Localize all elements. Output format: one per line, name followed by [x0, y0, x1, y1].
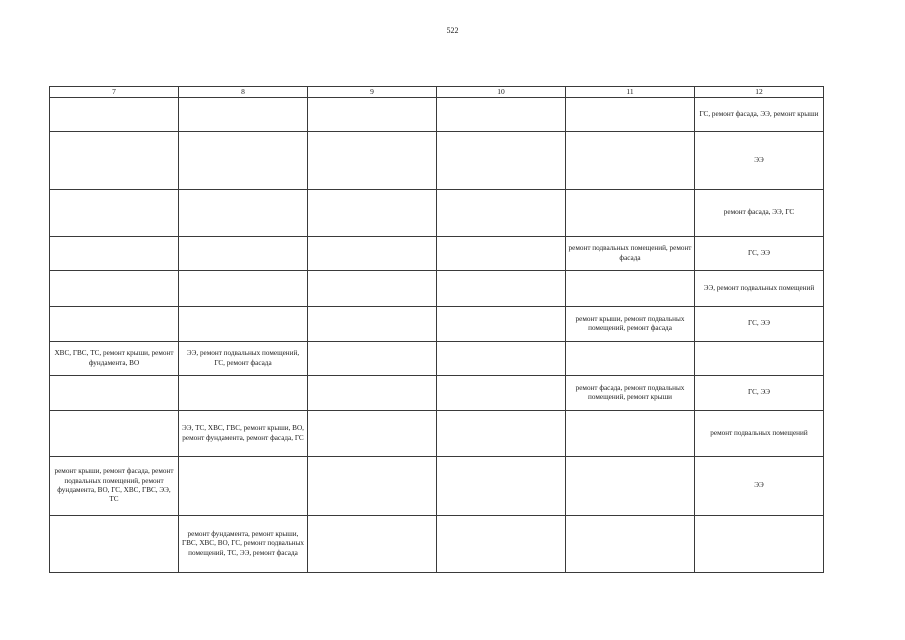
table-row [50, 342, 824, 376]
table-cell [437, 411, 566, 457]
table-cell [50, 190, 179, 237]
table-cell [437, 237, 566, 271]
table-row [50, 411, 824, 457]
table-cell [566, 132, 695, 190]
table-cell [308, 190, 437, 237]
table-cell: ремонт крыши, ремонт фасада, ремонт подвальных помещений, ремонт фундамента, ВО, ГС, ХВС, ГВС, ЭЭ, ТС [50, 457, 179, 516]
table-row [50, 190, 824, 237]
table-cell [437, 98, 566, 132]
table-cell [566, 516, 695, 573]
column-header-11: 11 [566, 87, 695, 98]
table-cell [50, 307, 179, 342]
works-table [49, 86, 824, 573]
table-cell [437, 457, 566, 516]
table-cell [437, 190, 566, 237]
table-cell [179, 98, 308, 132]
table-cell: ГС, ЭЭ [695, 237, 824, 271]
table-cell [179, 376, 308, 411]
table-row [50, 457, 824, 516]
table-cell [437, 307, 566, 342]
table-cell [308, 516, 437, 573]
table-cell [308, 271, 437, 307]
table-cell [566, 411, 695, 457]
table-cell [50, 98, 179, 132]
table-cell [566, 98, 695, 132]
table-cell [179, 271, 308, 307]
table-cell: ремонт подвальных помещений [695, 411, 824, 457]
table-cell [437, 342, 566, 376]
table-cell [308, 457, 437, 516]
table-cell [308, 376, 437, 411]
table-cell: ЭЭ, ремонт подвальных помещений, ГС, ремонт фасада [179, 342, 308, 376]
column-header-8: 8 [179, 87, 308, 98]
table-cell: ремонт крыши, ремонт подвальных помещений, ремонт фасада [566, 307, 695, 342]
table-cell: ремонт фасада, ЭЭ, ГС [695, 190, 824, 237]
table-cell: ремонт подвальных помещений, ремонт фасада [566, 237, 695, 271]
table-cell [50, 271, 179, 307]
column-header-10: 10 [437, 87, 566, 98]
table-row [50, 237, 824, 271]
table-cell: ГС, ЭЭ [695, 307, 824, 342]
table-cell [566, 457, 695, 516]
table-cell: ремонт фасада, ремонт подвальных помещений, ремонт крыши [566, 376, 695, 411]
table-cell [179, 237, 308, 271]
table-cell [308, 342, 437, 376]
column-header-12: 12 [695, 87, 824, 98]
table-row [50, 98, 824, 132]
table-cell: ЭЭ [695, 457, 824, 516]
table-cell [179, 307, 308, 342]
table-cell [695, 342, 824, 376]
page-number: 522 [446, 26, 459, 35]
table-cell [179, 457, 308, 516]
table-row [50, 307, 824, 342]
table-cell: ЭЭ [695, 132, 824, 190]
table-cell [308, 237, 437, 271]
table-cell: ГС, ремонт фасада, ЭЭ, ремонт крыши [695, 98, 824, 132]
table-cell [566, 190, 695, 237]
table-header-row [50, 87, 824, 98]
table-cell [566, 271, 695, 307]
table-cell [50, 237, 179, 271]
table-cell [308, 411, 437, 457]
table-cell [308, 132, 437, 190]
table-cell [695, 516, 824, 573]
table-cell [437, 376, 566, 411]
table-cell [308, 307, 437, 342]
table-cell [179, 132, 308, 190]
table-cell: ХВС, ГВС, ТС, ремонт крыши, ремонт фундамента, ВО [50, 342, 179, 376]
table-cell [50, 376, 179, 411]
table-cell: ГС, ЭЭ [695, 376, 824, 411]
table-row [50, 132, 824, 190]
table-cell [437, 516, 566, 573]
table-cell [50, 516, 179, 573]
table-cell [437, 132, 566, 190]
table-cell [566, 342, 695, 376]
table-row [50, 516, 824, 573]
table-cell: ЭЭ, ТС, ХВС, ГВС, ремонт крыши, ВО, ремонт фундамента, ремонт фасада, ГС [179, 411, 308, 457]
table-cell: ремонт фундамента, ремонт крыши, ГВС, ХВС, ВО, ГС, ремонт подвальных помещений, ТС, ЭЭ, ремонт фасада [179, 516, 308, 573]
table-row [50, 376, 824, 411]
table-cell [308, 98, 437, 132]
table-cell [437, 271, 566, 307]
table-cell: ЭЭ, ремонт подвальных помещений [695, 271, 824, 307]
table-cell [50, 132, 179, 190]
table-row [50, 271, 824, 307]
table-cell [50, 411, 179, 457]
column-header-9: 9 [308, 87, 437, 98]
table-cell [179, 190, 308, 237]
column-header-7: 7 [50, 87, 179, 98]
